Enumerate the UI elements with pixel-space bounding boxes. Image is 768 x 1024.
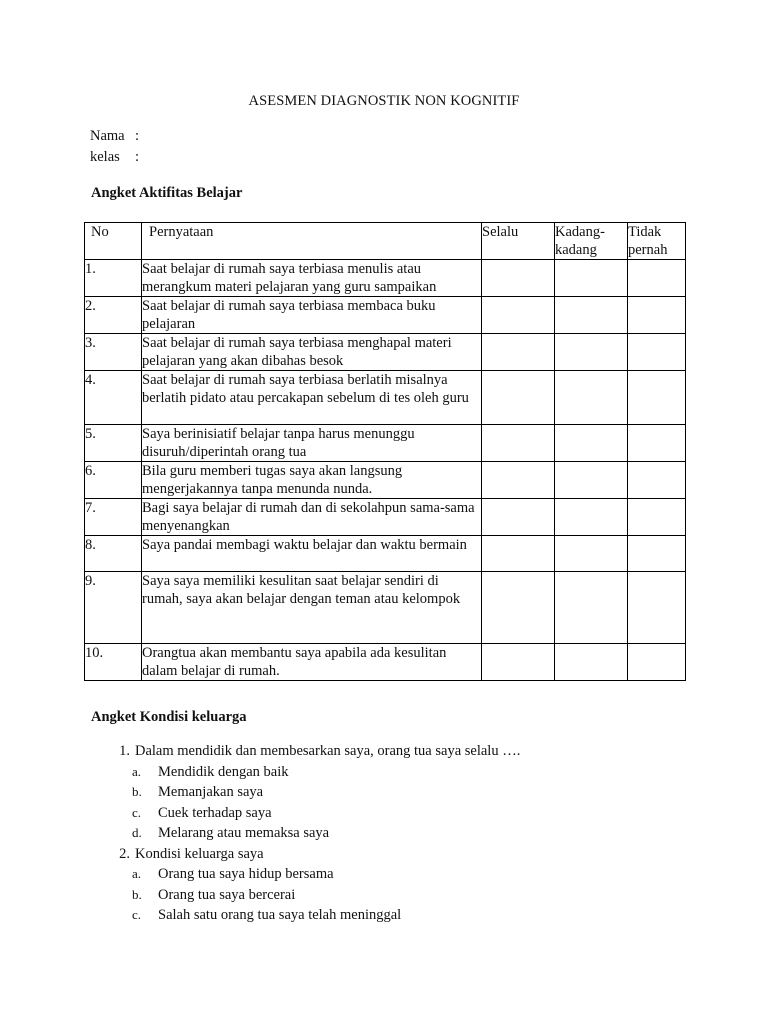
table-row	[85, 462, 686, 499]
question-option[interactable]	[90, 885, 650, 906]
question-text: Kondisi keluarga saya	[135, 845, 264, 862]
field-nama-separator: :	[135, 128, 140, 144]
row-number: 5.	[85, 425, 142, 462]
row-number: 1.	[85, 260, 142, 297]
answer-cell-never[interactable]	[628, 334, 686, 371]
row-statement: Bila guru memberi tugas saya akan langsung mengerjakannya tanpa menunda nunda.	[142, 462, 482, 499]
answer-cell-always[interactable]	[482, 334, 555, 371]
row-statement: Orangtua akan membantu saya apabila ada kesulitan dalam belajar di rumah.	[142, 644, 482, 681]
answer-cell-never[interactable]	[628, 644, 686, 681]
option-letter: a.	[132, 866, 142, 881]
header-sometimes-line1: Kadang-	[555, 224, 605, 240]
row-statement: Saat belajar di rumah saya terbiasa berlatih misalnya berlatih pidato atau percakapan sebelum di tes oleh guru	[142, 371, 482, 425]
answer-cell-always[interactable]	[482, 297, 555, 334]
row-statement: Saat belajar di rumah saya terbiasa membaca buku pelajaran	[142, 297, 482, 334]
question-option[interactable]	[90, 905, 650, 926]
table-row	[85, 371, 686, 425]
row-number: 9.	[85, 572, 142, 644]
answer-cell-always[interactable]	[482, 425, 555, 462]
answer-cell-sometimes[interactable]	[555, 334, 628, 371]
answer-cell-never[interactable]	[628, 536, 686, 572]
answer-cell-always[interactable]	[482, 536, 555, 572]
option-text: Orang tua saya hidup bersama	[158, 866, 334, 882]
question	[90, 844, 650, 865]
section-title-family-condition: Angket Kondisi keluarga	[91, 709, 247, 725]
answer-cell-never[interactable]	[628, 462, 686, 499]
answer-cell-sometimes[interactable]	[555, 572, 628, 644]
header-never-line2: pernah	[628, 242, 668, 258]
answer-cell-always[interactable]	[482, 371, 555, 425]
answer-cell-never[interactable]	[628, 499, 686, 536]
table-row	[85, 297, 686, 334]
option-text: Mendidik dengan baik	[158, 763, 289, 780]
learning-activity-table	[84, 222, 686, 681]
field-kelas	[90, 147, 139, 167]
table-row	[85, 260, 686, 297]
header-sometimes	[555, 223, 628, 260]
option-letter: c.	[132, 804, 142, 820]
question-option[interactable]	[90, 823, 650, 844]
header-statement: Pernyataan	[142, 223, 482, 260]
answer-cell-sometimes[interactable]	[555, 425, 628, 462]
answer-cell-always[interactable]	[482, 260, 555, 297]
table-row	[85, 334, 686, 371]
answer-cell-sometimes[interactable]	[555, 644, 628, 681]
question	[90, 741, 650, 762]
field-kelas-separator: :	[135, 149, 140, 165]
table-row	[85, 572, 686, 644]
table-row	[85, 536, 686, 572]
option-letter: b.	[132, 886, 142, 902]
answer-cell-always[interactable]	[482, 572, 555, 644]
row-number: 3.	[85, 334, 142, 371]
question-number: 1.	[119, 743, 130, 759]
header-never-line1: Tidak	[628, 224, 662, 240]
option-letter: d.	[132, 825, 142, 840]
row-statement: Saat belajar di rumah saya terbiasa menghapal materi pelajaran yang akan dibahas besok	[142, 334, 482, 371]
option-letter: b.	[132, 784, 142, 799]
answer-cell-sometimes[interactable]	[555, 536, 628, 572]
document-title: ASESMEN DIAGNOSTIK NON KOGNITIF	[248, 93, 520, 109]
row-statement: Bagi saya belajar di rumah dan di sekolahpun sama-sama menyenangkan	[142, 499, 482, 536]
header-no: No	[85, 223, 142, 260]
field-nama	[90, 126, 139, 146]
answer-cell-never[interactable]	[628, 371, 686, 425]
row-number: 10.	[85, 644, 142, 681]
answer-cell-sometimes[interactable]	[555, 297, 628, 334]
answer-cell-sometimes[interactable]	[555, 462, 628, 499]
field-nama-label: Nama	[90, 128, 125, 144]
question-option[interactable]	[90, 803, 650, 824]
family-condition-questions	[90, 741, 650, 926]
field-kelas-label: kelas	[90, 149, 120, 165]
answer-cell-always[interactable]	[482, 462, 555, 499]
option-letter: c.	[132, 907, 142, 922]
option-text: Memanjakan saya	[158, 784, 264, 800]
question-number: 2.	[119, 845, 130, 862]
row-number: 6.	[85, 462, 142, 499]
question-option[interactable]	[90, 782, 650, 803]
answer-cell-never[interactable]	[628, 425, 686, 462]
row-statement: Saat belajar di rumah saya terbiasa menulis atau merangkum materi pelajaran yang guru sampaikan	[142, 260, 482, 297]
option-text: Salah satu orang tua saya telah meninggal	[158, 907, 402, 923]
answer-cell-always[interactable]	[482, 644, 555, 681]
answer-cell-always[interactable]	[482, 499, 555, 536]
answer-cell-sometimes[interactable]	[555, 260, 628, 297]
answer-cell-sometimes[interactable]	[555, 371, 628, 425]
answer-cell-never[interactable]	[628, 260, 686, 297]
row-number: 8.	[85, 536, 142, 572]
table-row	[85, 425, 686, 462]
header-never	[628, 223, 686, 260]
answer-cell-never[interactable]	[628, 297, 686, 334]
row-number: 7.	[85, 499, 142, 536]
row-number: 2.	[85, 297, 142, 334]
row-statement: Saya saya memiliki kesulitan saat belajar sendiri di rumah, saya akan belajar dengan teman atau kelompok	[142, 572, 482, 644]
header-always: Selalu	[482, 223, 555, 260]
table-header-row	[85, 223, 686, 260]
option-letter: a.	[132, 763, 142, 779]
question-text: Dalam mendidik dan membesarkan saya, orang tua saya selalu ….	[135, 743, 521, 759]
answer-cell-never[interactable]	[628, 572, 686, 644]
question-option[interactable]	[90, 864, 650, 885]
section-title-learning-activity: Angket Aktifitas Belajar	[91, 185, 243, 201]
answer-cell-sometimes[interactable]	[555, 499, 628, 536]
option-text: Melarang atau memaksa saya	[158, 825, 330, 841]
table-row	[85, 644, 686, 681]
row-statement: Saya pandai membagi waktu belajar dan waktu bermain	[142, 536, 482, 572]
option-text: Orang tua saya bercerai	[158, 886, 296, 903]
table-row	[85, 499, 686, 536]
option-text: Cuek terhadap saya	[158, 804, 272, 821]
question-option[interactable]	[90, 762, 650, 783]
header-sometimes-line2: kadang	[555, 242, 597, 258]
row-statement: Saya berinisiatif belajar tanpa harus menunggu disuruh/diperintah orang tua	[142, 425, 482, 462]
row-number: 4.	[85, 371, 142, 425]
